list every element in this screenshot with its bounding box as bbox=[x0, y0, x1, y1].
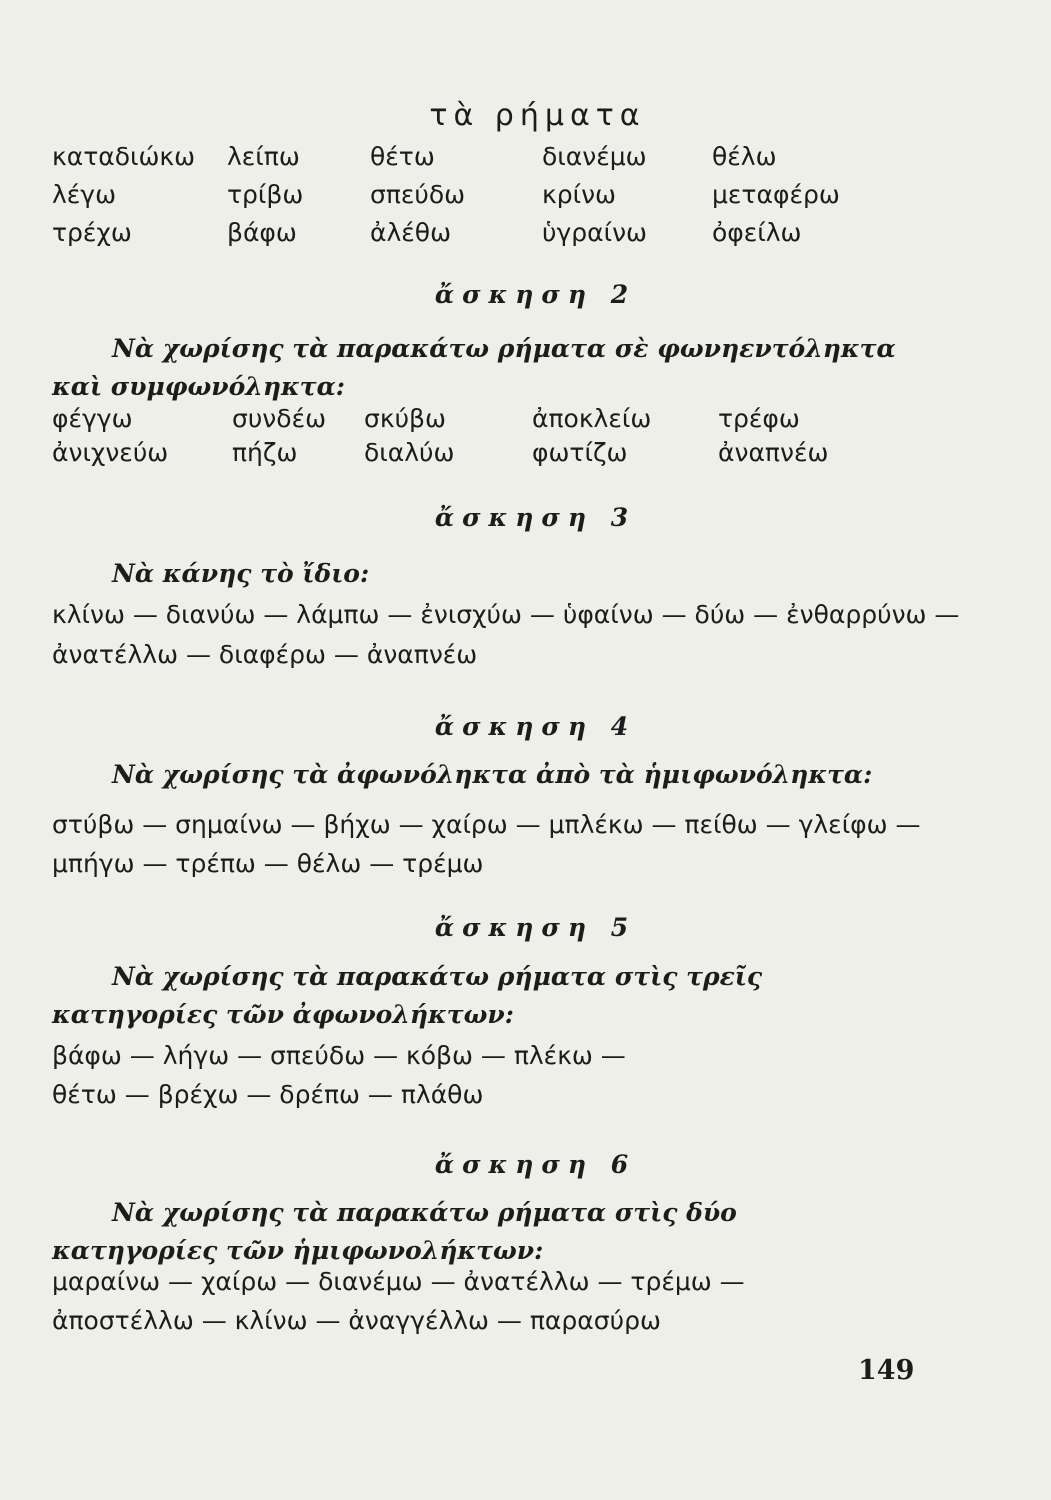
verb: μεταφέρω bbox=[712, 180, 840, 209]
verb-column-1 bbox=[52, 402, 168, 470]
verb: φωτίζω bbox=[532, 438, 628, 467]
verb: διανέμω bbox=[542, 142, 647, 171]
exercise-3-line-2: ἀνατέλλω — διαφέρω — ἀναπνέω bbox=[52, 640, 478, 669]
verb-column-4 bbox=[542, 138, 647, 252]
verb: φέγγω bbox=[52, 404, 133, 433]
verb: λέγω bbox=[52, 180, 117, 209]
verb: διαλύω bbox=[364, 438, 455, 467]
verb-table bbox=[52, 138, 952, 258]
verb-column-5 bbox=[718, 402, 828, 470]
exercise-6-heading: ἄσκηση 6 bbox=[434, 1150, 637, 1179]
exercise-4-instruction: Νὰ χωρίσης τὰ ἀφωνόληκτα ἀπὸ τὰ ἡμιφωνόληκτα: bbox=[112, 760, 873, 789]
verb: τρίβω bbox=[227, 180, 304, 209]
section-title: τὰ ρήματα bbox=[429, 98, 646, 133]
verb: σκύβω bbox=[364, 404, 446, 433]
exercise-6-line-2: ἀποστέλλω — κλίνω — ἀναγγέλλω — παρασύρω bbox=[52, 1306, 661, 1335]
verb: καταδιώκω bbox=[52, 142, 196, 171]
verb-column-5 bbox=[712, 138, 840, 252]
verb: ὀφείλω bbox=[712, 218, 802, 247]
exercise-4-line-2: μπήγω — τρέπω — θέλω — τρέμω bbox=[52, 849, 484, 878]
exercise-5-line-2: θέτω — βρέχω — δρέπω — πλάθω bbox=[52, 1080, 484, 1109]
exercise-5-line-1: βάφω — λήγω — σπεύδω — κόβω — πλέκω — bbox=[52, 1041, 626, 1070]
exercise-5-heading: ἄσκηση 5 bbox=[434, 913, 637, 942]
verb: ἀλέθω bbox=[370, 218, 452, 247]
exercise-3-heading: ἄσκηση 3 bbox=[434, 503, 637, 532]
exercise-3-line-1: κλίνω — διανύω — λάμπω — ἐνισχύω — ὑφαίνω — δύω — ἐνθαρρύνω — bbox=[52, 600, 960, 629]
exercise-3-instruction: Νὰ κάνης τὸ ἴδιο: bbox=[112, 559, 370, 588]
verb: ἀποκλείω bbox=[532, 404, 652, 433]
verb: θέλω bbox=[712, 142, 777, 171]
verb: θέτω bbox=[370, 142, 435, 171]
verb: συνδέω bbox=[232, 404, 327, 433]
exercise-2-instruction: Νὰ χωρίσης τὰ παρακάτω ρήματα σὲ φωνηεντόληκτα καὶ συμφωνόληκτα: bbox=[52, 334, 896, 401]
verb: ὑγραίνω bbox=[542, 218, 647, 247]
exercise-4-heading: ἄσκηση 4 bbox=[434, 712, 637, 741]
verb: τρέχω bbox=[52, 218, 132, 247]
verb: σπεύδω bbox=[370, 180, 466, 209]
exercise-2-verb-table bbox=[52, 402, 952, 472]
verb: λείπω bbox=[227, 142, 300, 171]
exercise-2-heading: ἄσκηση 2 bbox=[434, 280, 637, 309]
verb: ἀναπνέω bbox=[718, 438, 829, 467]
verb: πήζω bbox=[232, 438, 298, 467]
exercise-4-line-1: στύβω — σημαίνω — βήχω — χαίρω — μπλέκω — πείθω — γλείφω — bbox=[52, 810, 921, 839]
verb: τρέφω bbox=[718, 404, 800, 433]
verb-column-3 bbox=[370, 138, 465, 252]
verb-column-1 bbox=[52, 138, 195, 252]
verb-column-2 bbox=[227, 138, 303, 252]
page-number: 149 bbox=[858, 1355, 915, 1386]
exercise-6-instruction: Νὰ χωρίσης τὰ παρακάτω ρήματα στὶς δύο κατηγορίες τῶν ἡμιφωνολήκτων: bbox=[52, 1198, 737, 1265]
verb: βάφω bbox=[227, 218, 297, 247]
verb: κρίνω bbox=[542, 180, 616, 209]
exercise-5-instruction: Νὰ χωρίσης τὰ παρακάτω ρήματα στὶς τρεῖς κατηγορίες τῶν ἀφωνολήκτων: bbox=[52, 962, 763, 1029]
verb: ἀνιχνεύω bbox=[52, 438, 169, 467]
exercise-6-line-1: μαραίνω — χαίρω — διανέμω — ἀνατέλλω — τρέμω — bbox=[52, 1267, 745, 1296]
verb-column-4 bbox=[532, 402, 651, 470]
verb-column-3 bbox=[364, 402, 454, 470]
verb-column-2 bbox=[232, 402, 326, 470]
